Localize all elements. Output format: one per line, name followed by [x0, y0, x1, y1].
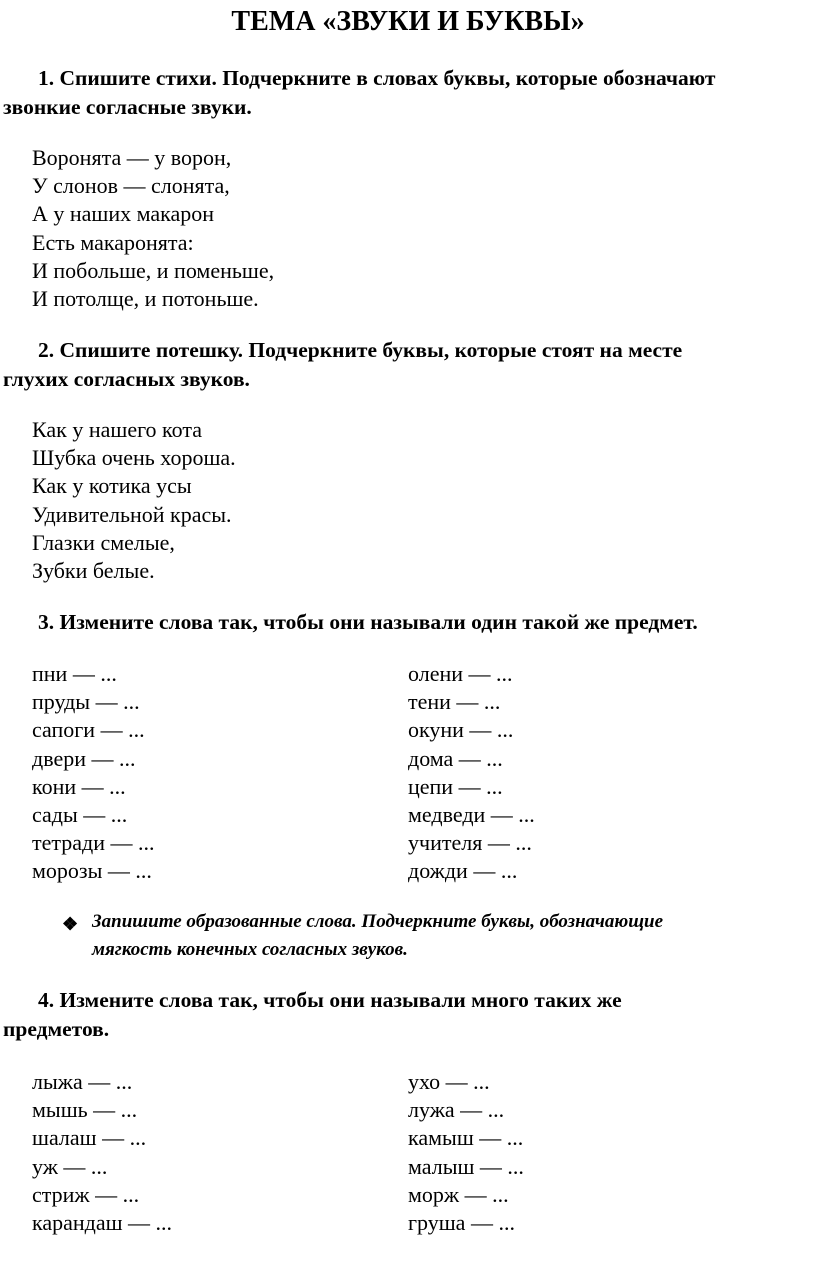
word-left: тетради — ...: [32, 830, 155, 856]
instruction-note-text: [92, 908, 663, 964]
task-3-heading-line-1: 3. Измените слова так, чтобы они называли один такой же предмет.: [38, 610, 698, 634]
word-left: карандаш — ...: [32, 1209, 173, 1235]
word-row: [32, 773, 792, 801]
page-title: ТЕМА «ЗВУКИ И БУКВЫ»: [231, 6, 585, 37]
word-right: окуни — ...: [408, 717, 514, 743]
word-left: мышь — ...: [32, 1097, 138, 1123]
word-left: пруды — ...: [32, 689, 140, 715]
task-2-heading: [3, 336, 813, 394]
diamond-bullet-icon: ❖: [62, 914, 79, 934]
poem-line: У слонов — слонята,: [32, 173, 230, 199]
word-right: дожди — ...: [408, 858, 518, 884]
word-right: лужа — ...: [408, 1097, 505, 1123]
task-2-heading-line-1: 2. Спишите потешку. Подчеркните буквы, которые стоят на месте: [38, 338, 683, 362]
word-right: медведи — ...: [408, 801, 535, 827]
word-left: сапоги — ...: [32, 717, 145, 743]
word-row: [32, 1124, 792, 1152]
word-row: [32, 716, 792, 744]
word-right: учителя — ...: [408, 830, 532, 856]
word-row: [32, 688, 792, 716]
task-3-heading: [3, 608, 813, 637]
poem-line: Глазки смелые,: [32, 529, 175, 555]
task-1-poem: [32, 144, 274, 313]
word-row: [32, 801, 792, 829]
word-right: цепи — ...: [408, 773, 503, 799]
word-row: [32, 745, 792, 773]
word-right: малыш — ...: [408, 1153, 524, 1179]
word-row: [32, 1153, 792, 1181]
poem-line: Как у нашего кота: [32, 417, 202, 442]
word-row: [32, 1096, 792, 1124]
task-1-heading-line-1: 1. Спишите стихи. Подчеркните в словах буквы, которые обозначают: [38, 66, 716, 90]
word-left: пни — ...: [32, 661, 117, 686]
task-4-heading-line-2: предметов.: [3, 1017, 110, 1041]
word-left: двери — ...: [32, 745, 136, 771]
word-right: морж — ...: [408, 1181, 509, 1207]
task-1-heading: [3, 64, 813, 122]
word-right: груша — ...: [408, 1209, 515, 1235]
task-3-word-list: [32, 660, 792, 886]
word-row: [32, 1209, 792, 1237]
word-row: [32, 1181, 792, 1209]
task-4-heading: [3, 986, 813, 1044]
task-4-heading-line-1: 4. Измените слова так, чтобы они называли много таких же: [38, 988, 622, 1012]
word-row: [32, 857, 792, 885]
poem-line: А у наших макарон: [32, 201, 215, 227]
poem-line: И побольше, и поменьше,: [32, 257, 275, 283]
word-row: [32, 1068, 792, 1096]
word-right: тени — ...: [408, 689, 501, 715]
poem-line: Удивительной красы.: [32, 501, 232, 527]
word-left: морозы — ...: [32, 858, 152, 884]
word-left: уж — ...: [32, 1153, 108, 1179]
poem-line: Воронята — у ворон,: [32, 145, 232, 170]
task-4-word-list: [32, 1068, 792, 1237]
task-2-heading-line-2: глухих согласных звуков.: [3, 367, 250, 391]
poem-line: И потолще, и потоньше.: [32, 286, 259, 312]
word-right: ухо — ...: [408, 1069, 490, 1094]
word-row: [32, 660, 792, 688]
poem-line: Зубки белые.: [32, 558, 155, 584]
word-left: сады — ...: [32, 801, 128, 827]
word-left: кони — ...: [32, 773, 126, 799]
poem-line: Как у котика усы: [32, 473, 192, 499]
note-line-2: мягкость конечных согласных звуков.: [92, 939, 408, 960]
word-right: камыш — ...: [408, 1125, 524, 1151]
poem-line: Шубка очень хороша.: [32, 445, 236, 471]
word-left: лыжа — ...: [32, 1069, 133, 1094]
poem-line: Есть макаронята:: [32, 229, 194, 255]
word-right: олени — ...: [408, 661, 513, 686]
task-1-heading-line-2: звонкие согласные звуки.: [3, 95, 252, 119]
word-right: дома — ...: [408, 745, 503, 771]
word-row: [32, 829, 792, 857]
note-line-1: Запишите образованные слова. Подчеркните буквы, обозначающие: [92, 911, 664, 932]
word-left: шалаш — ...: [32, 1125, 147, 1151]
word-left: стриж — ...: [32, 1181, 140, 1207]
task-2-poem: [32, 416, 236, 585]
